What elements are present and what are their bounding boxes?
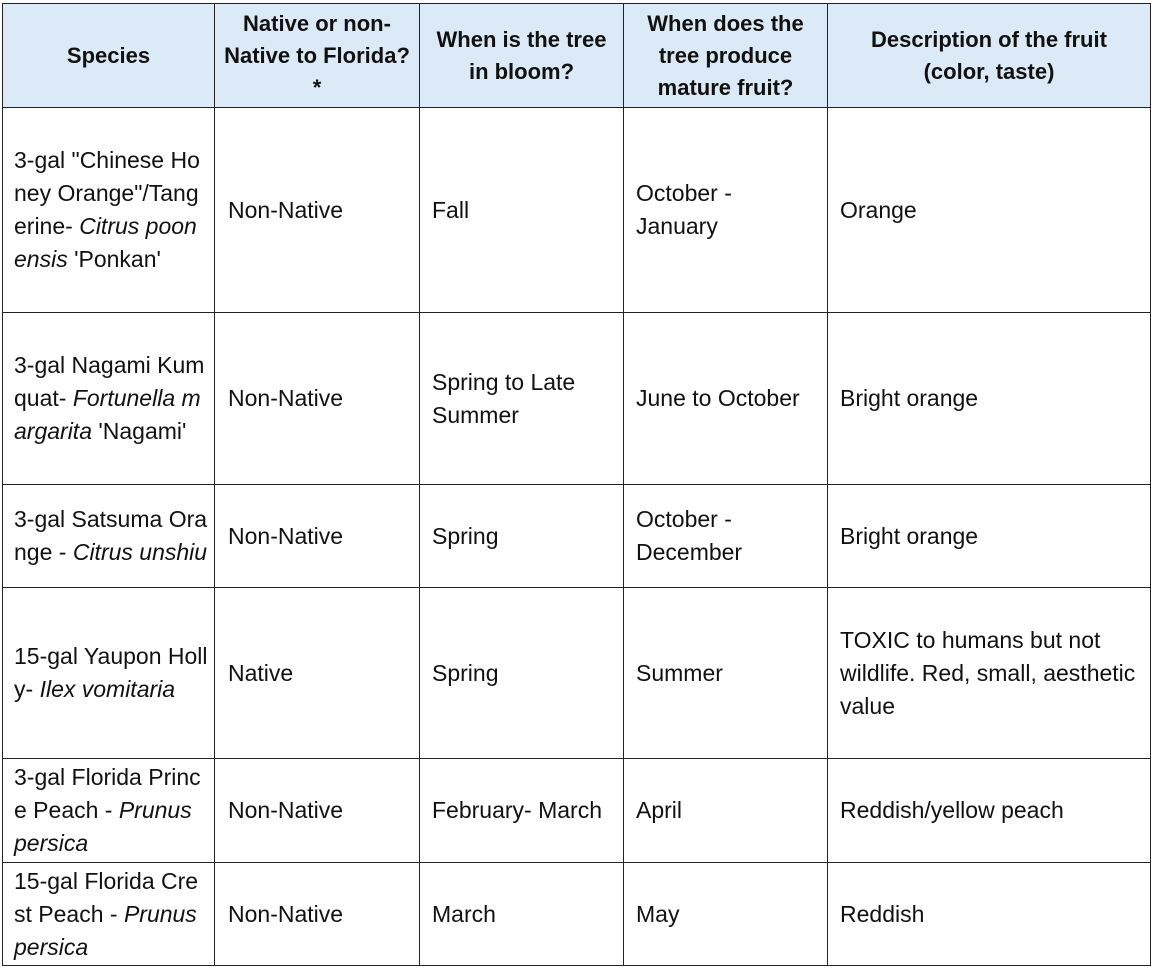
bloom-time-cell: Fall [420,108,624,313]
header-native: Native or non-Native to Florida?* [215,4,420,108]
table-row [3,108,1151,313]
species-cultivar: 'Nagami' [91,418,187,444]
species-latin-name: Prunus persica [14,900,197,960]
native-status-cell: Non-Native [215,863,420,966]
species-cultivar: 'Ponkan' [67,246,161,272]
table-header-row [3,4,1151,108]
species-name: 15-gal Florida Crest Peach - [14,867,199,927]
header-bloom: When is the tree in bloom? [420,4,624,108]
species-name: 15-gal Yaupon Holly- [14,643,208,702]
fruit-description-cell: Bright orange [828,485,1151,588]
species-name: 3-gal Satsuma Orange - [14,506,208,565]
bloom-time-cell: Spring [420,588,624,759]
fruit-description-cell: Reddish [828,863,1151,966]
species-cell [3,485,215,588]
species-latin-name: Prunus persica [14,797,192,856]
table-row [3,313,1151,485]
fruit-time-cell: Summer [624,588,828,759]
species-name: 3-gal Florida Prince Peach - [14,764,201,823]
table-row [3,588,1151,759]
native-status-cell: Non-Native [215,759,420,863]
native-status-cell: Non-Native [215,485,420,588]
fruit-description-cell: Orange [828,108,1151,313]
fruit-description-cell: TOXIC to humans but not wildlife. Red, small, aesthetic value [828,588,1151,759]
table-row [3,863,1151,966]
header-species: Species [3,4,215,108]
native-status-cell: Non-Native [215,313,420,485]
species-cell [3,313,215,485]
header-fruit-time: When does the tree produce mature fruit? [624,4,828,108]
species-cell [3,588,215,759]
fruit-time-cell: June to October [624,313,828,485]
native-status-cell: Non-Native [215,108,420,313]
fruit-description-cell: Bright orange [828,313,1151,485]
header-description: Description of the fruit (color, taste) [828,4,1151,108]
bloom-time-cell: Spring [420,485,624,588]
species-latin-name: Ilex vomitaria [39,676,176,702]
fruit-tree-table [2,3,1151,966]
fruit-time-cell: October - January [624,108,828,313]
species-latin-name: Citrus unshiu [72,539,208,565]
fruit-time-cell: May [624,863,828,966]
species-cell [3,108,215,313]
table-row [3,759,1151,863]
native-status-cell: Native [215,588,420,759]
fruit-time-cell: October - December [624,485,828,588]
species-name: 3-gal "Chinese Honey Orange"/Tangerine- [14,147,200,239]
bloom-time-cell: February- March [420,759,624,863]
species-latin-name: Citrus poonensis [14,213,197,272]
table-row [3,485,1151,588]
species-name: 3-gal Nagami Kumquat- [14,352,205,411]
bloom-time-cell: March [420,863,624,966]
species-cell [3,759,215,863]
species-cell [3,863,215,966]
fruit-time-cell: April [624,759,828,863]
fruit-description-cell: Reddish/yellow peach [828,759,1151,863]
species-latin-name: Fortunella margarita [14,385,201,444]
bloom-time-cell: Spring to Late Summer [420,313,624,485]
